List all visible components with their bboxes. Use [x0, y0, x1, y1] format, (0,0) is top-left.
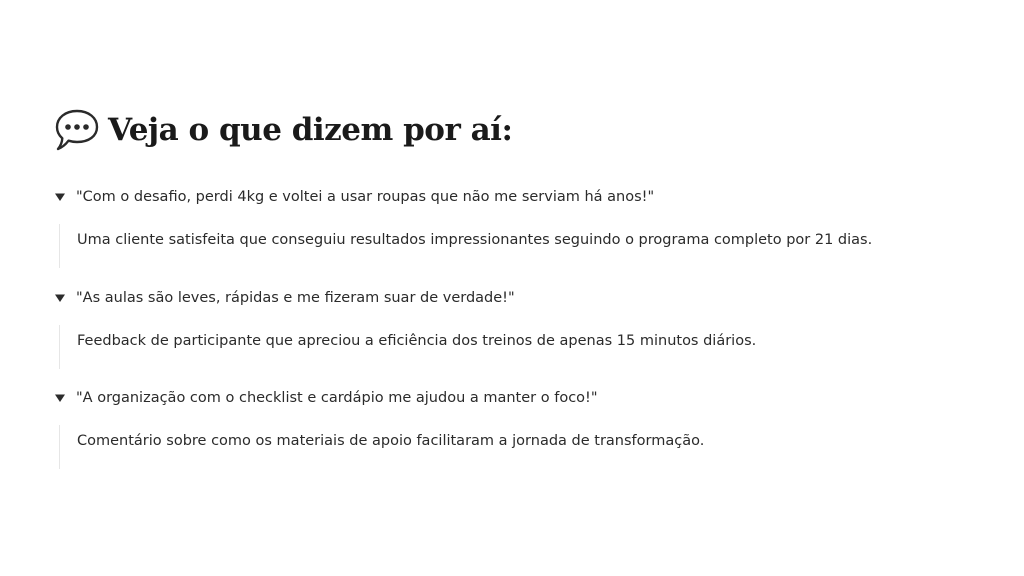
testimonial-description: Feedback de participante que apreciou a eficiência dos treinos de apenas 15 minutos diários.	[77, 333, 757, 349]
speech-bubble-icon	[54, 108, 100, 152]
testimonial-description: Uma cliente satisfeita que conseguiu resultados impressionantes seguindo o programa completo por 21 dias.	[77, 232, 873, 248]
toggle-content	[59, 224, 872, 268]
testimonial-quote: "Com o desafio, perdi 4kg e voltei a usar roupas que não me serviam há anos!"	[76, 189, 655, 205]
testimonial-description: Comentário sobre como os materiais de apoio facilitaram a jornada de transformação.	[77, 433, 705, 449]
triangle-down-icon[interactable]	[52, 387, 76, 409]
testimonial-toggle-3	[52, 387, 704, 469]
toggle-header[interactable]	[52, 387, 704, 409]
section-heading	[54, 108, 512, 152]
testimonial-quote: "As aulas são leves, rápidas e me fizeram suar de verdade!"	[76, 290, 515, 306]
triangle-down-icon[interactable]	[52, 186, 76, 208]
toggle-header[interactable]	[52, 287, 756, 309]
toggle-content	[59, 425, 704, 469]
testimonial-toggle-1	[52, 186, 872, 268]
testimonial-quote: "A organização com o checklist e cardápio me ajudou a manter o foco!"	[76, 390, 598, 406]
page-title: Veja o que dizem por aí:	[108, 112, 513, 148]
testimonial-toggle-2	[52, 287, 756, 369]
toggle-header[interactable]	[52, 186, 872, 208]
triangle-down-icon[interactable]	[52, 287, 76, 309]
toggle-content	[59, 325, 756, 369]
